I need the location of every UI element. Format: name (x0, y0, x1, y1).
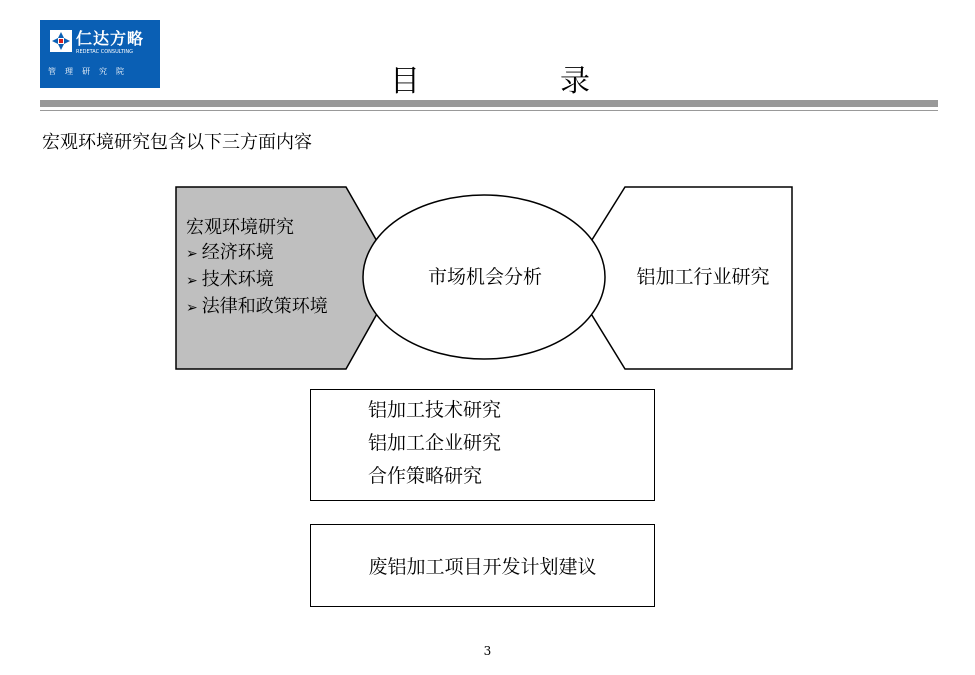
page-title-right: 录 (560, 64, 590, 99)
macro-item (186, 240, 328, 267)
macro-item-label: 经济环境 (201, 242, 274, 263)
proposal-box (310, 524, 655, 607)
research-item: 铝加工技术研究 (368, 399, 502, 421)
page-number: 3 (483, 644, 492, 658)
macro-item-label: 技术环境 (201, 269, 274, 290)
intro-text: 宏观环境研究包含以下三方面内容 (42, 132, 312, 153)
logo-subtitle: 管理研究院 (48, 67, 133, 76)
page-title-left: 目 (390, 64, 420, 99)
proposal-label: 废铝加工项目开发计划建议 (368, 556, 597, 578)
macro-item (186, 294, 328, 321)
research-item: 合作策略研究 (368, 465, 483, 487)
bullet-arrow-icon: ➢ (186, 246, 198, 262)
macro-heading: 宏观环境研究 (186, 217, 294, 238)
bullet-arrow-icon: ➢ (186, 300, 198, 316)
bullet-arrow-icon: ➢ (186, 273, 198, 289)
logo-name-cn: 仁达方略 (76, 29, 145, 48)
logo-name-en: REDETAC CONSULTING (76, 49, 133, 55)
research-item: 铝加工企业研究 (368, 432, 502, 454)
macro-item-label: 法律和政策环境 (201, 296, 328, 317)
macro-item (186, 267, 328, 294)
macro-block (186, 215, 328, 321)
industry-research-label: 铝加工行业研究 (636, 266, 770, 288)
research-box (310, 389, 655, 501)
market-analysis-label: 市场机会分析 (427, 266, 542, 288)
